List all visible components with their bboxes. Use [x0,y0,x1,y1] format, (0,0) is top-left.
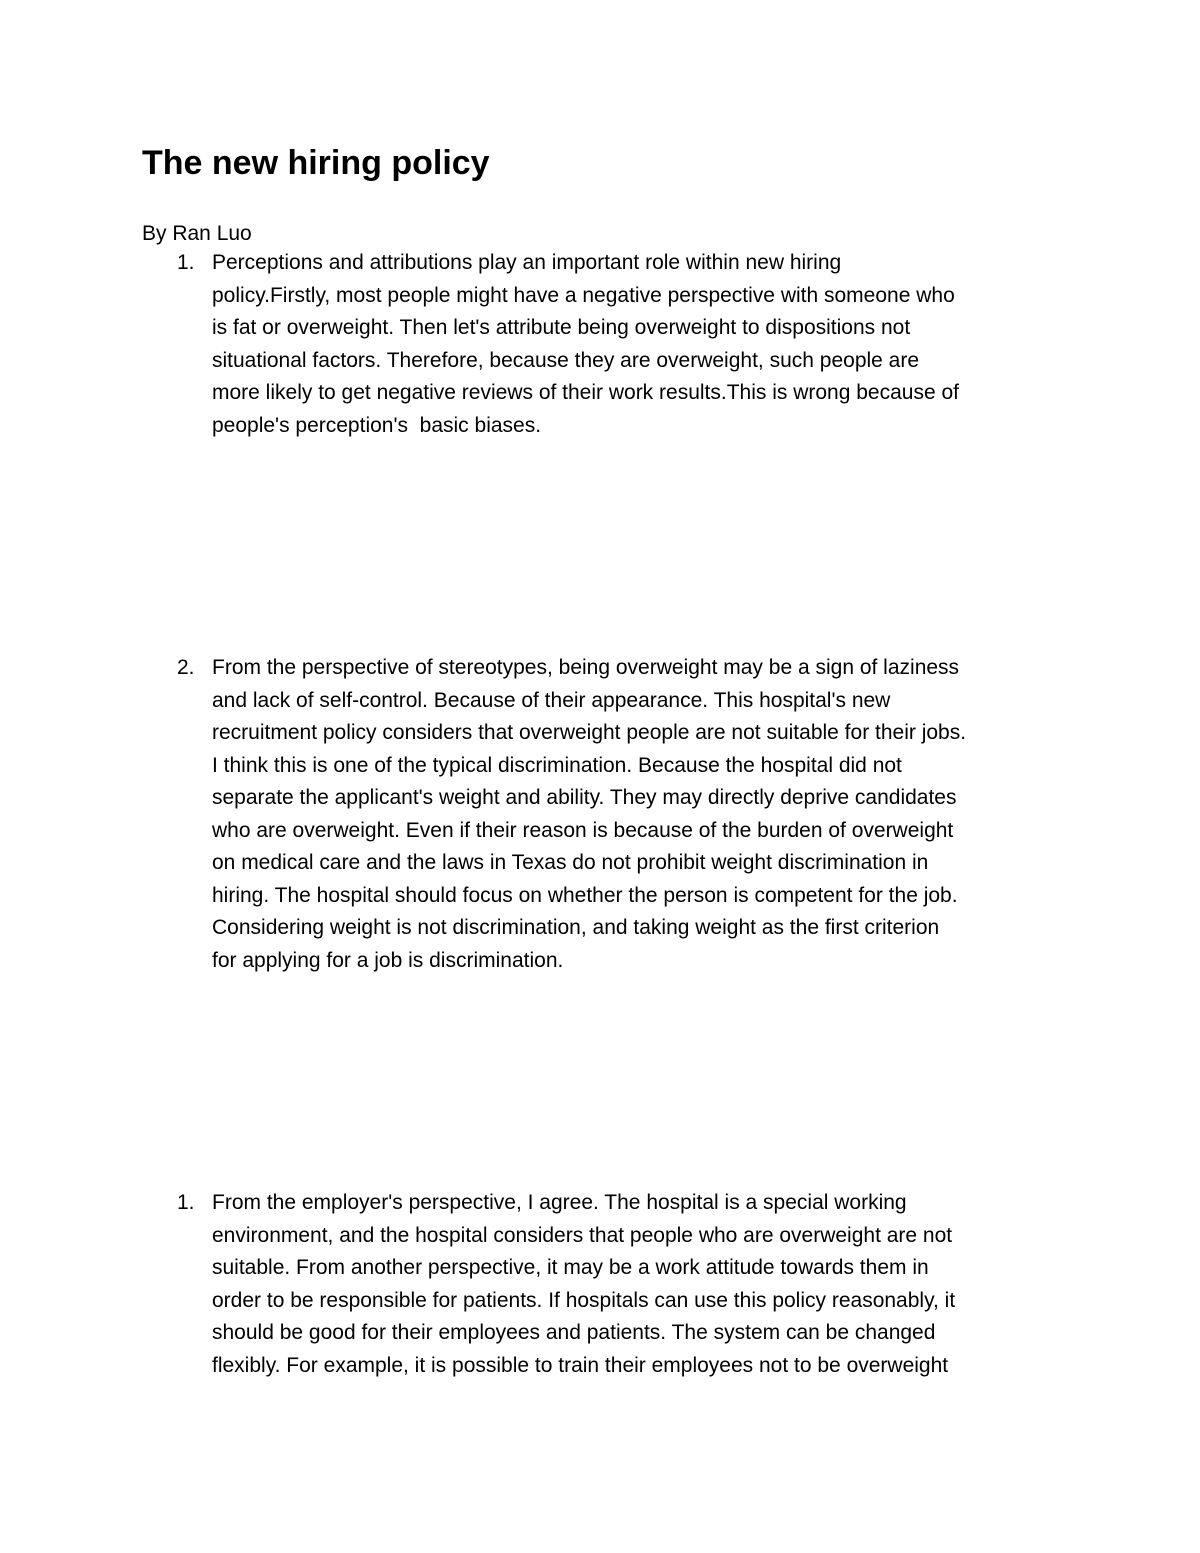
text-line: Perceptions and attributions play an important role within new hiring [212,251,842,274]
text-line: who are overweight. Even if their reason is because of the burden of overweight [212,818,954,842]
text-line: order to be responsible for patients. If hospitals can use this policy reasonably, it [212,1288,956,1312]
document-title: The new hiring policy [142,144,490,182]
author-byline: By Ran Luo [142,222,252,245]
text-line: separate the applicant's weight and ability. They may directly deprive candidates [212,786,957,809]
text-line: From the employer's perspective, I agree. The hospital is a special working [212,1191,907,1214]
text-line: should be good for their employees and patients. The system can be changed [212,1321,936,1344]
text-line: flexibly. For example, it is possible to train their employees not to be overweight [212,1353,949,1377]
list-item-text [212,1187,1072,1382]
text-line: suitable. From another perspective, it may be a work attitude towards them in [212,1256,929,1279]
text-line: situational factors. Therefore, because they are overweight, such people are [212,348,920,372]
text-line: is fat or overweight. Then let's attribute being overweight to dispositions not [212,316,911,339]
list-item-number: 1. [177,251,195,274]
list-item-number: 2. [177,656,195,679]
text-line: more likely to get negative reviews of their work results.This is wrong because of [212,381,959,404]
list-item-text [212,652,1072,977]
text-line: From the perspective of stereotypes, being overweight may be a sign of laziness [212,656,960,679]
text-line: I think this is one of the typical discrimination. Because the hospital did not [212,753,902,777]
text-line: and lack of self-control. Because of their appearance. This hospital's new [212,688,891,712]
list-item-number: 1. [177,1191,195,1214]
text-line: policy.Firstly, most people might have a negative perspective with someone who [212,283,955,307]
text-line: environment, and the hospital considers that people who are overweight are not [212,1223,953,1247]
text-line: on medical care and the laws in Texas do not prohibit weight discrimination in [212,851,929,874]
text-line: Considering weight is not discrimination, and taking weight as the first criterion [212,916,940,939]
list-item-text [212,247,1072,442]
text-line: recruitment policy considers that overweight people are not suitable for their jobs. [212,721,967,744]
text-line: hiring. The hospital should focus on whether the person is competent for the job. [212,883,958,907]
text-line: people's perception's basic biases. [212,413,542,437]
text-line: for applying for a job is discrimination. [212,948,564,972]
